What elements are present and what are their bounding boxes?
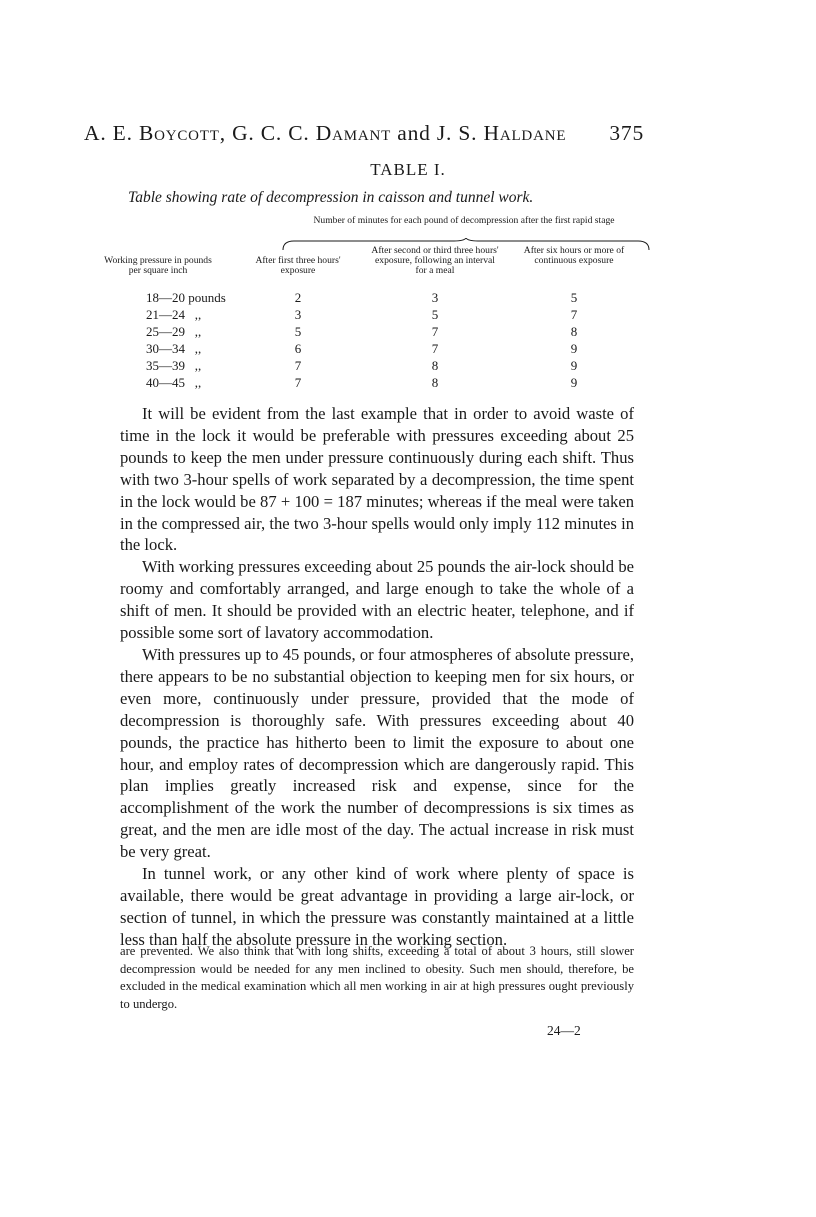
cell-value: 9 (570, 358, 578, 373)
header-initials: A. E. (84, 121, 139, 145)
table-title: TABLE I. (370, 160, 446, 179)
header-initials-3: and J. S. (391, 121, 484, 145)
cell-value: 7 (294, 358, 302, 373)
cell-value: 5 (431, 307, 439, 322)
page-number: 375 (609, 121, 644, 145)
running-header (84, 121, 644, 146)
cell-value: 8 (431, 358, 439, 373)
row-label: 35—39 ,, (146, 358, 202, 373)
table-row (84, 290, 644, 307)
decompression-table (84, 212, 644, 402)
cell-value: 9 (570, 341, 578, 356)
row-label: 30—34 ,, (146, 341, 202, 356)
cell-value: 2 (294, 290, 302, 305)
table-row (84, 307, 644, 324)
cell-value: 7 (570, 307, 578, 322)
footnote: are prevented. We also think that with long shifts, exceeding a total of about 3 hours, still slower decompression would be needed for any men inclined to obesity. Such men should, therefore, be excluded in the medical examination which all men working in air at high pressures ought previously to undergo. (120, 944, 634, 1011)
row-label: 21—24 ,, (146, 307, 202, 322)
cell-value: 8 (431, 375, 439, 390)
row-label: 25—29 ,, (146, 324, 202, 339)
author-damant: Damant (315, 121, 392, 145)
paragraph: It will be evident from the last example that in order to avoid waste of time in the lock it would be preferable with pressures exceeding about 25 pounds to keep the men under pressure continuously during each shift. Thus with two 3-hour spells of work separated by a decompression, the time spent in the lock would be 87 + 100 = 187 minutes; whereas if the meal were taken in the compressed air, the two 3-hour spells would only imply 112 minutes in the lock. (120, 404, 634, 555)
cell-value: 9 (570, 375, 578, 390)
paragraph: With working pressures exceeding about 25 pounds the air-lock should be roomy and comfortably arranged, and large enough to take the whole of a shift of men. It should be provided with an electric heater, telephone, and if possible some sort of lavatory accommodation. (120, 557, 634, 643)
table-row (84, 341, 644, 358)
table-row (84, 324, 644, 341)
cell-value: 3 (431, 290, 439, 305)
column-header-six-hours: After six hours or more of continuous exposure (523, 245, 625, 266)
author-haldane: Haldane (483, 121, 567, 145)
row-label: 40—45 ,, (146, 375, 202, 390)
table-caption: Table showing rate of decompression in caisson and tunnel work. (128, 189, 534, 206)
cell-value: 7 (294, 375, 302, 390)
cell-value: 3 (294, 307, 302, 322)
row-label: 18—20 pounds (146, 290, 226, 305)
table-row (84, 358, 644, 375)
column-header-pressure: Working pressure in pounds per square inch (104, 255, 212, 276)
paragraph: With pressures up to 45 pounds, or four atmospheres of absolute pressure, there appears to be no substantial objection to keeping men for six hours, or even more, continuously under pressure, provided that the mode of decompression is thoroughly safe. With pressures exceeding about 40 pounds, the practice has hitherto been to limit the exposure to about one hour, and employ rates of decompression which are dangerously rapid. This plan implies greatly increased risk and expense, since for the accomplishment of the work the number of decompressions is six times as great, and the men are idle most of the day. The actual increase in risk must be very great. (120, 644, 634, 862)
header-initials-2: , G. C. C. (219, 121, 316, 145)
cell-value: 7 (431, 324, 439, 339)
cell-value: 5 (570, 290, 578, 305)
signature-mark: 24—2 (547, 1023, 581, 1038)
cell-value: 5 (294, 324, 302, 339)
column-header-first-three-hours: After first three hours' exposure (255, 255, 341, 276)
body-text (120, 403, 634, 951)
cell-value: 6 (294, 341, 302, 356)
cell-value: 7 (431, 341, 439, 356)
table-row (84, 375, 644, 392)
cell-value: 8 (570, 324, 578, 339)
author-boycott: Boycott (138, 121, 220, 145)
column-header-after-meal: After second or third three hours' exposure, following an interval for a meal (371, 245, 499, 276)
spanning-header: Number of minutes for each pound of decompression after the first rapid stage (313, 215, 615, 226)
paragraph: In tunnel work, or any other kind of work where plenty of space is available, there would be great advantage in providing a large air-lock, or section of tunnel, in which the pressure was constantly maintained at a little less than half the absolute pressure in the working section. (120, 864, 634, 949)
